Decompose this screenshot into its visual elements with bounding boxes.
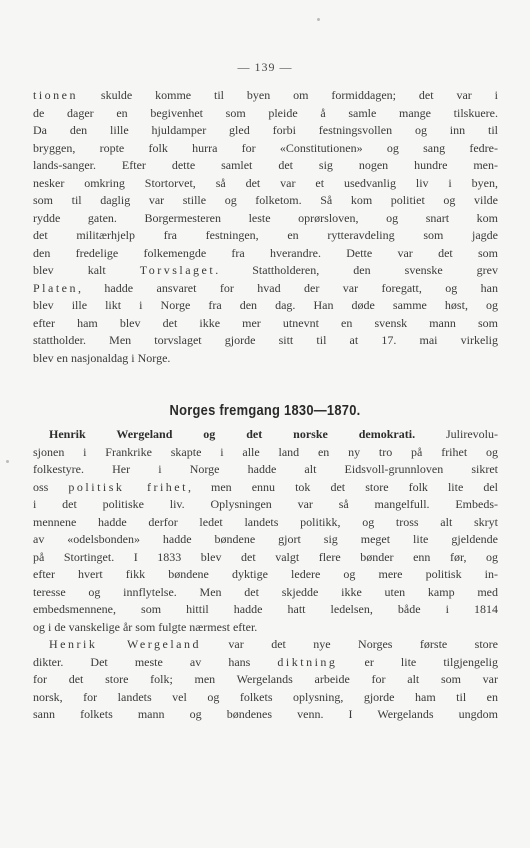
text-run: mennene hadde derfor ledet landets politikk, og tross alt skryt	[33, 514, 498, 529]
text-line	[33, 671, 498, 689]
text-run: oss	[33, 479, 69, 494]
text-line	[33, 549, 498, 567]
text-run: folkestyre. Her i Norge hadde alt Eidsvoll-grunnloven sikret	[33, 462, 498, 476]
text-run: blev ille likt i Norge fra den dag. Han døde samme høst, og	[33, 298, 498, 312]
text-run: efter hvert fikk bøndene dyktige ledere og mere politisk in-	[33, 567, 498, 581]
text-line	[33, 566, 498, 584]
page-number: — 139 —	[237, 60, 293, 74]
text-run: bryggen, ropte folk hurra for «Constitutionen» og sang fedre-	[33, 140, 498, 155]
text-run: embedsmennene, som hittil hadde hatt ledelsen, både i 1814	[33, 602, 498, 616]
section-body	[33, 426, 498, 724]
text-line	[33, 87, 498, 105]
text-line	[33, 496, 498, 514]
text-line	[33, 426, 498, 444]
text-line	[33, 654, 498, 672]
scan-speck	[6, 460, 9, 463]
text-run: i det politiske liv. Oplysningen var så mangelfull. Embeds-	[33, 497, 498, 511]
text-line	[33, 210, 498, 228]
spaced-emphasis: Torvslaget	[139, 263, 216, 277]
text-run: blev kalt	[33, 263, 140, 277]
text-line	[33, 479, 498, 497]
text-run: sjonen i Frankrike skapte i alle land en ny tro på frihet og	[33, 444, 498, 459]
text-run: dikter. Det meste av hans	[33, 654, 278, 669]
text-run: efter ham blev det ikke mer utnevnt en svensk mann som	[33, 315, 498, 330]
text-line	[33, 175, 498, 193]
text-run: Da den lille hjuldamper gled forbi festningsvollen og inn til	[33, 123, 498, 137]
text-run: av «odelsbonden» hadde bøndene gjort sig meget lite gjeldende	[33, 532, 498, 546]
text-line	[33, 297, 498, 315]
spaced-emphasis: Platen	[33, 280, 78, 295]
paragraph-torvslaget	[33, 87, 498, 367]
text-run: som til daglig var stille og folketom. Så kom politiet og vilde	[33, 193, 498, 207]
text-run: , hadde ansvaret for hvad der var foregatt, og han	[78, 280, 498, 295]
text-line	[33, 514, 498, 532]
text-line	[33, 157, 498, 175]
spaced-emphasis: politisk frihet	[68, 479, 188, 494]
text-run: det militærhjelp fra festningen, en rytteravdeling som jagde	[33, 228, 498, 242]
paragraph-wergeland-democracy	[33, 426, 498, 636]
text-line	[33, 584, 498, 602]
text-run: den fredelige folkemengde fra hverandre. Dette var det som	[33, 245, 498, 260]
text-line	[33, 332, 498, 350]
text-run: blev en nasjonaldag i Norge.	[33, 350, 171, 365]
text-line	[33, 245, 498, 263]
text-line	[33, 105, 498, 123]
text-run: lands-sanger. Efter dette samlet det sig nogen hundre men-	[33, 158, 498, 172]
text-run: og i de vanskelige år som fulgte nærmest efter.	[33, 619, 258, 634]
paragraph-wergeland-poet	[33, 636, 498, 724]
text-line	[33, 706, 498, 724]
text-run: skulde komme til byen om formiddagen; det var i	[78, 88, 498, 102]
text-run: Julirevolu-	[415, 427, 498, 441]
spaced-emphasis: tionen	[33, 88, 78, 102]
text-line	[33, 461, 498, 479]
section-title: Norges fremgang 1830—1870.	[169, 402, 361, 419]
text-run: , men ennu tok det store folk lite del	[187, 479, 498, 494]
text-run: nesker omkring Stortorvet, så det var et usedvanlig liv i byen,	[33, 175, 498, 190]
text-run: var det nye Norges første store	[201, 637, 498, 651]
text-line	[33, 227, 498, 245]
spaced-emphasis: Henrik Wergeland	[49, 637, 201, 651]
text-line	[33, 350, 498, 368]
text-line	[33, 601, 498, 619]
text-line	[33, 689, 498, 707]
text-run: teresse og innflytelse. Men det skjedde ikke uten kamp med	[33, 584, 498, 599]
text-line	[33, 619, 498, 637]
text-line	[33, 531, 498, 549]
text-line	[33, 192, 498, 210]
scan-speck	[317, 18, 320, 21]
text-line	[33, 122, 498, 140]
text-line	[33, 262, 498, 280]
paragraph-subheading: Henrik Wergeland og det norske demokrati.	[49, 427, 416, 441]
text-line	[33, 280, 498, 298]
text-run: rydde gaten. Borgermesteren leste oprørsloven, og snart kom	[33, 210, 498, 225]
text-line	[33, 315, 498, 333]
text-run: de dager en begivenhet som pleide å samle mange tilskuere.	[33, 105, 498, 120]
text-line	[33, 140, 498, 158]
text-line	[33, 636, 498, 654]
text-run: . Stattholderen, den svenske grev	[215, 263, 498, 277]
text-run: stattholder. Men torvslaget gjorde sitt til at 17. mai virkelig	[33, 333, 498, 347]
text-run: på Stortinget. I 1833 blev det valgt flere bønder enn før, og	[33, 549, 498, 564]
text-run: sann folkets mann og bøndenes venn. I Wergelands ungdom	[33, 707, 498, 721]
text-run: for det store folk; men Wergelands arbeide for alt som var	[33, 672, 498, 686]
text-run: er lite tilgjengelig	[337, 654, 498, 669]
text-run: norsk, for landets vel og folkets oplysning, gjorde ham til en	[33, 689, 498, 704]
spaced-emphasis: diktning	[277, 654, 338, 669]
text-line	[33, 444, 498, 462]
